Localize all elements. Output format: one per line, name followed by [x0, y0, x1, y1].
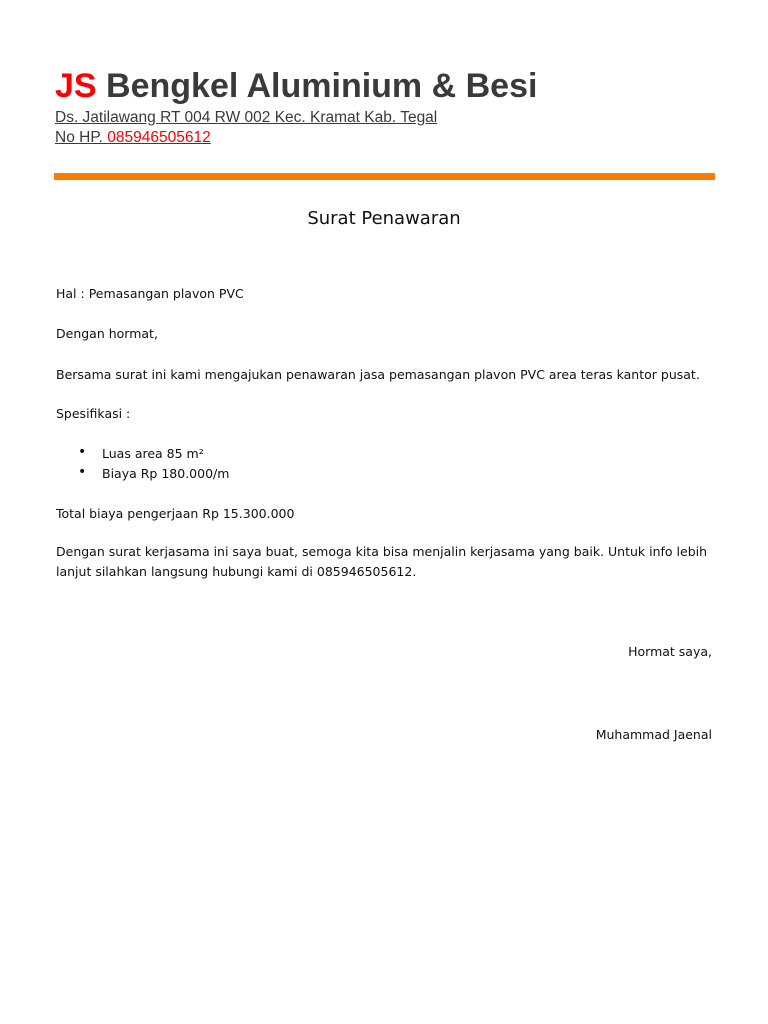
spec-text: Biaya Rp 180.000/m — [102, 466, 230, 481]
spec-heading: Spesifikasi : — [56, 406, 131, 421]
bullet-icon: • — [78, 464, 87, 480]
closing-line-1: Dengan surat kerjasama ini saya buat, semoga kita bisa menjalin kerjasama yang baik. Untuk info lebih — [56, 544, 708, 559]
letterhead-title — [55, 66, 537, 106]
list-item — [56, 464, 229, 484]
phone-number: 085946505612 — [107, 129, 211, 146]
letter-greeting: Dengan hormat, — [56, 326, 158, 341]
signer-name: Muhammad Jaenal — [595, 727, 712, 742]
phone-label: No HP. — [55, 129, 103, 146]
brand-name: Bengkel Aluminium & Besi — [106, 67, 538, 105]
sign-off: Hormat saya, — [628, 644, 712, 659]
letterhead-divider — [54, 173, 715, 180]
spec-text: Luas area 85 m² — [102, 446, 204, 461]
total-cost: Total biaya pengerjaan Rp 15.300.000 — [56, 506, 295, 521]
brand-initials: JS — [55, 67, 97, 105]
list-item — [56, 444, 229, 464]
letterhead-address: Ds. Jatilawang RT 004 RW 002 Kec. Kramat Kab. Tegal — [55, 109, 438, 126]
letterhead-phone — [55, 128, 211, 147]
bullet-icon: • — [78, 444, 87, 460]
letter-intro: Bersama surat ini kami mengajukan penawaran jasa pemasangan plavon PVC area teras kantor pusat. — [56, 367, 700, 382]
closing-line-2: lanjut silahkan langsung hubungi kami di 085946505612. — [56, 564, 417, 579]
letter-subject: Hal : Pemasangan plavon PVC — [56, 286, 244, 301]
document-title: Surat Penawaran — [307, 208, 461, 229]
spec-list — [56, 444, 229, 484]
